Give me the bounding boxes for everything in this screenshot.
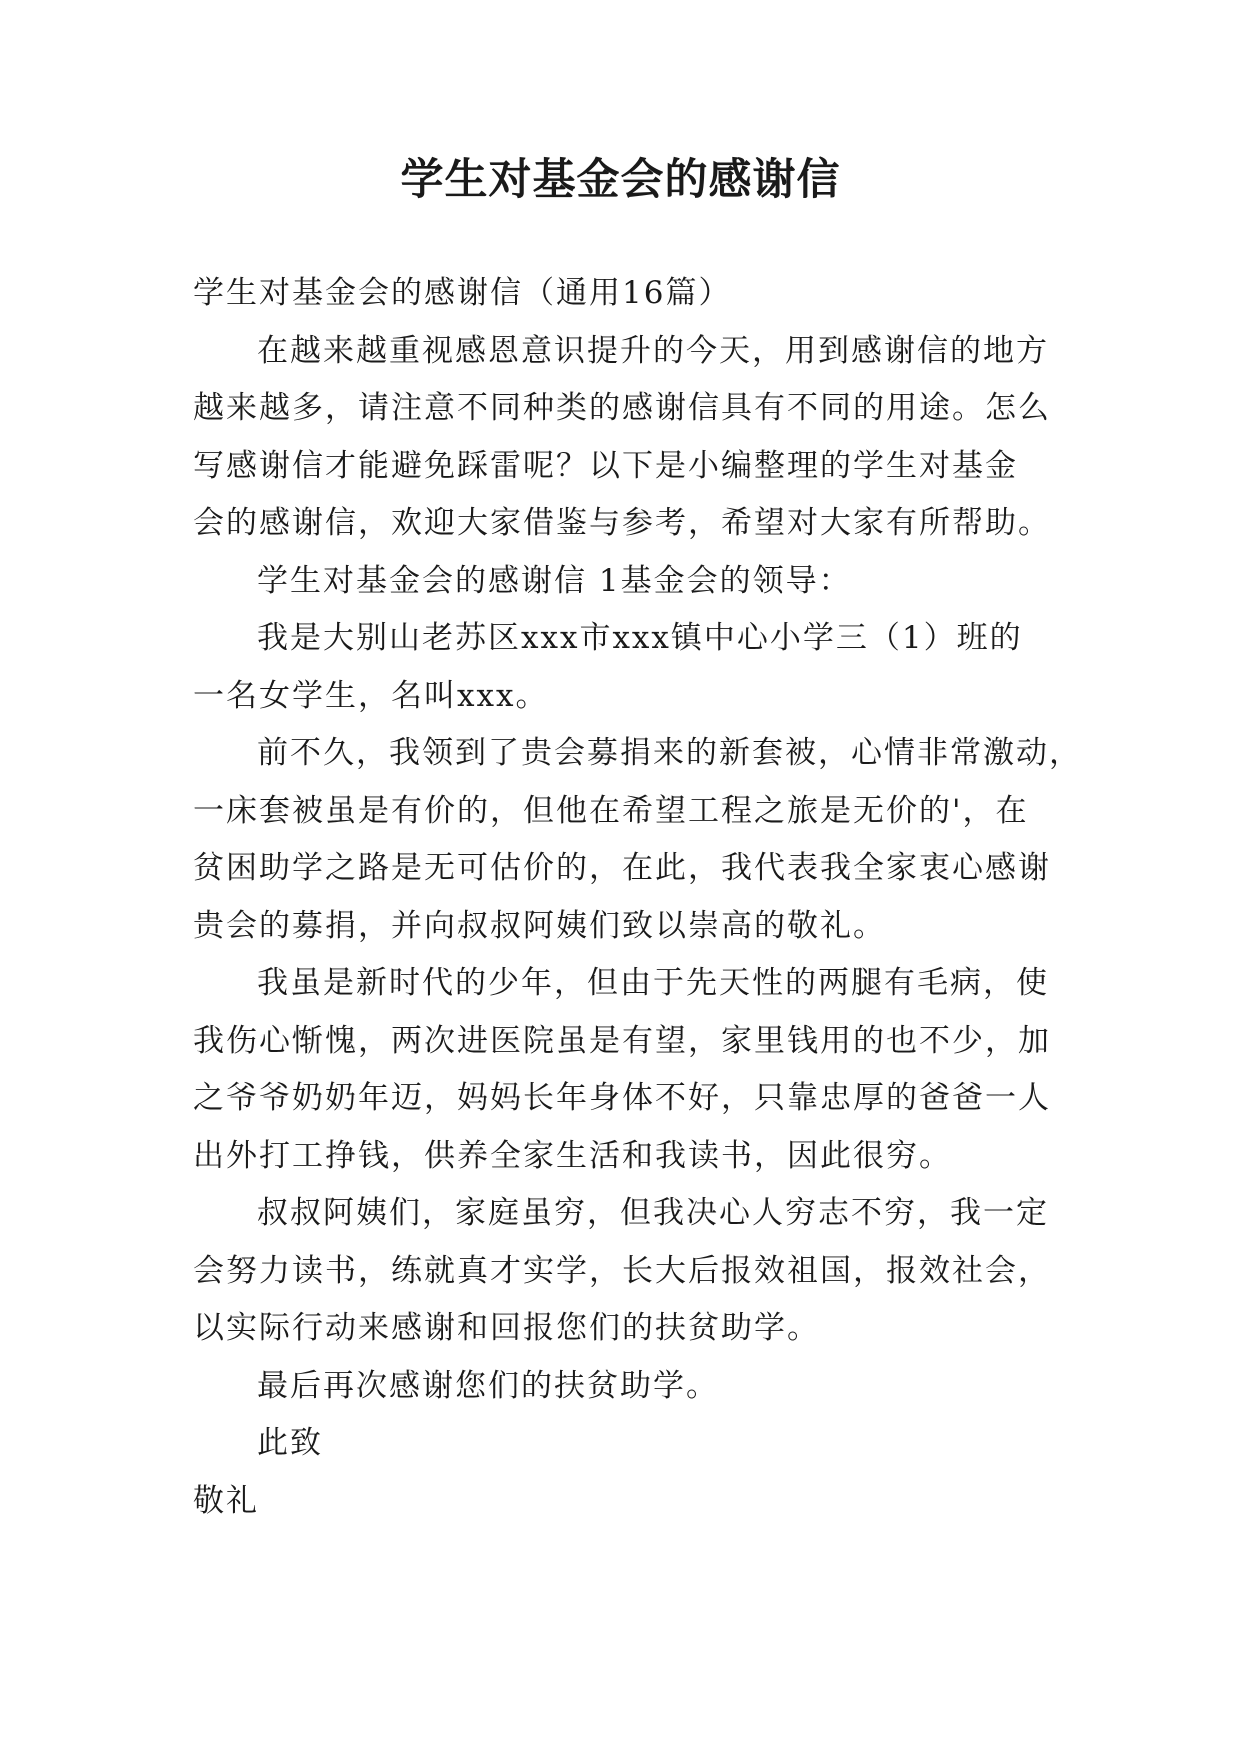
paragraph-line: 贵会的募捐，并向叔叔阿姨们致以崇高的敬礼。 bbox=[193, 907, 886, 944]
paragraph-line: 越来越多，请注意不同种类的感谢信具有不同的用途。怎么 bbox=[193, 390, 1051, 426]
paragraph-line: 写感谢信才能避免踩雷呢？以下是小编整理的学生对基金 bbox=[193, 447, 1018, 484]
paragraph-line: 以实际行动来感谢和回报您们的扶贫助学。 bbox=[193, 1310, 820, 1346]
document-body bbox=[193, 265, 1082, 1530]
document-title: 学生对基金会的感谢信 bbox=[400, 155, 841, 205]
subtitle-line: 学生对基金会的感谢信（通用16篇） bbox=[193, 275, 732, 311]
paragraph-line: 一床套被虽是有价的，但他在希望工程之旅是无价的'，在 bbox=[193, 792, 1029, 829]
paragraph-line: 贫困助学之路是无可估价的，在此，我代表我全家衷心感谢 bbox=[193, 850, 1051, 886]
paragraph-line: 之爷爷奶奶年迈，妈妈长年身体不好，只靠忠厚的爸爸一人 bbox=[193, 1080, 1051, 1116]
paragraph-line: 一名女学生，名叫xxx。 bbox=[193, 677, 549, 714]
paragraph-line: 会的感谢信，欢迎大家借鉴与参考，希望对大家有所帮助。 bbox=[193, 505, 1051, 541]
closing-line: 此致 bbox=[257, 1425, 323, 1461]
paragraph-line: 我是大别山老苏区xxx市xxx镇中心小学三（1）班的 bbox=[257, 620, 1023, 656]
paragraph-line: 我虽是新时代的少年，但由于先天性的两腿有毛病，使 bbox=[257, 965, 1049, 1001]
salutation-line: 敬礼 bbox=[193, 1482, 259, 1519]
paragraph-line: 学生对基金会的感谢信 1基金会的领导： bbox=[257, 562, 852, 599]
paragraph-line: 会努力读书，练就真才实学，长大后报效祖国，报效社会， bbox=[193, 1252, 1051, 1289]
paragraph-line: 最后再次感谢您们的扶贫助学。 bbox=[257, 1367, 719, 1404]
paragraph-line: 出外打工挣钱，供养全家生活和我读书，因此很穷。 bbox=[193, 1137, 952, 1174]
paragraph-line: 叔叔阿姨们，家庭虽穷，但我决心人穷志不穷，我一定 bbox=[257, 1195, 1049, 1231]
paragraph-line: 我伤心惭愧，两次进医院虽是有望，家里钱用的也不少，加 bbox=[193, 1022, 1051, 1059]
paragraph-line: 前不久，我领到了贵会募捐来的新套被，心情非常激动， bbox=[257, 735, 1082, 771]
paragraph-line: 在越来越重视感恩意识提升的今天，用到感谢信的地方 bbox=[257, 332, 1049, 369]
